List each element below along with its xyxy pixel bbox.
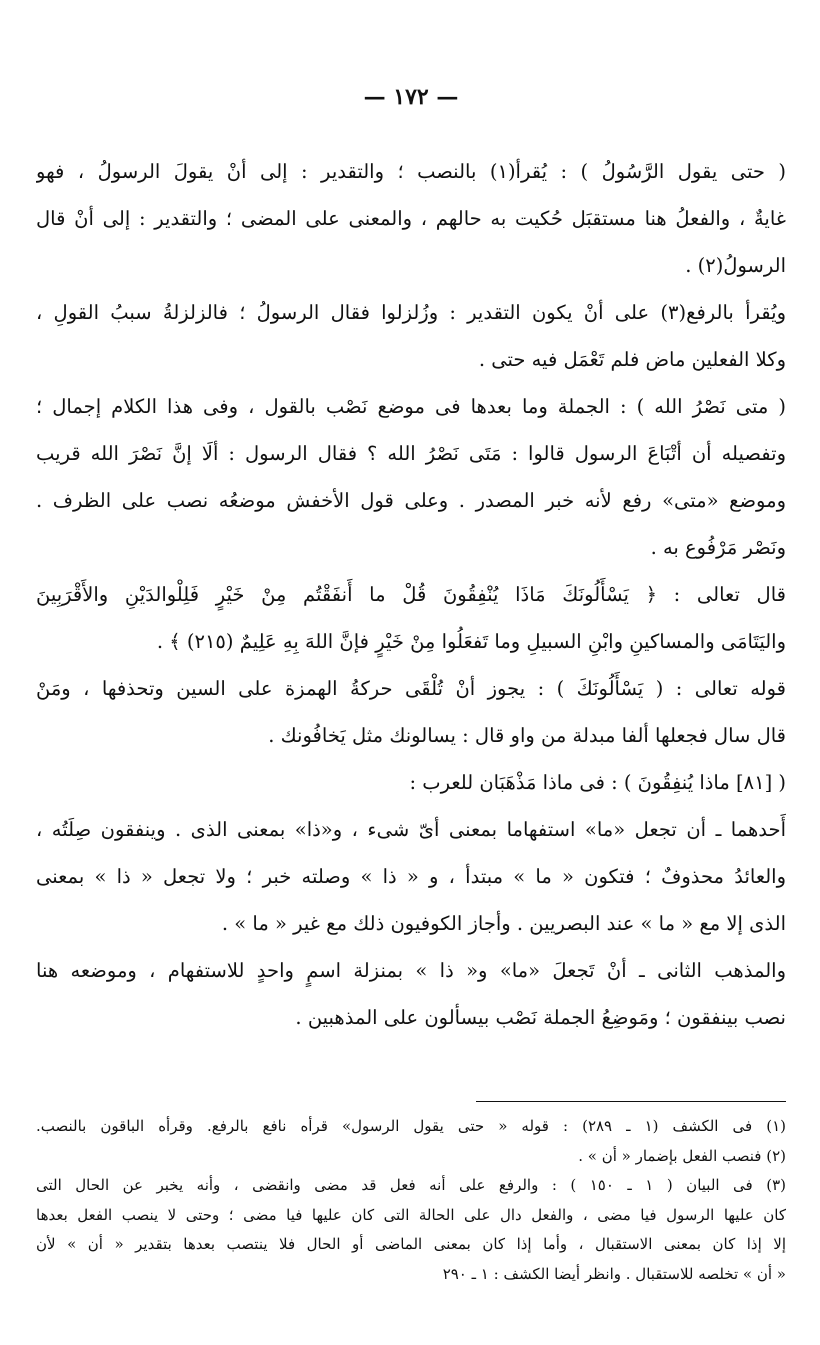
quran-verse-line: قال تعالى : ﴿ يَسْأَلُونَكَ مَاذَا يُنْفِقُونَ قُلْ ما أَنفَقْتُم مِنْ خَيْرٍ فَلِلْوالدَيْنِ والأَقْرَبِينَ	[36, 583, 786, 606]
text-line: الرسولُ(٢) .	[685, 254, 786, 277]
text-line: والعائدُ محذوفٌ ؛ فتكون « ما » مبتدأ ، و « ذا » وصلته خبر ؛ ولا تجعل « ذا » بمعنى	[36, 865, 786, 888]
quran-verse-line: واليَتَامَى والمساكينِ وابْنِ السبيلِ وما تَفعَلُوا مِنْ خَيْرٍ فإنَّ اللهَ بِهِ عَلِيمٌ (٢١٥) ﴾ .	[156, 630, 786, 653]
text-line: ( حتى يقول الرَّسُولُ ) : يُقرأ(١) بالنصب ؛ والتقدير : إلى أنْ يقولَ الرسولُ ، فهو	[36, 160, 786, 183]
main-text	[36, 148, 786, 1041]
text-line: ونَصْر مَرْفُوع به .	[650, 536, 786, 559]
text-line: ويُقرأ بالرفع(٣) على أنْ يكون التقدير : وزُلزلوا فقال الرسولُ ؛ فالزلزلةُ سببُ القولِ ،	[36, 301, 786, 324]
text-line: أَحدهما ـ أن تجعل «ما» استفهاما بمعنى أىّ شىء ، و«ذا» بمعنى الذى . وينفقون صِلَتُه ،	[36, 818, 786, 841]
footnote-line: (١) فى الكشف (١ ـ ٢٨٩) : قوله « حتى يقول الرسول» قرأه نافع بالرفع. وقرأه الباقون بالنصب.	[36, 1117, 786, 1135]
text-line: والمذهب الثانى ـ أنْ تَجعلَ «ما» و« ذا » بمنزلة اسمٍ واحدٍ للاستفهام ، وموضعه هنا	[36, 959, 786, 982]
text-line: نصب بينفقون ؛ ومَوضِعُ الجملة نَصْب بيسألون على المذهبين .	[295, 1006, 786, 1029]
text-line: وتفصيله أن أتْبَاعَ الرسول قالوا : مَتَى نَصْرُ الله ؟ فقال الرسول : ألَا إنَّ نَصْرَ الله قريب	[36, 442, 786, 465]
footnotes	[36, 1112, 786, 1289]
footnote-separator	[476, 1101, 786, 1102]
footnote-line: « أن » تخلصه للاستقبال . وانظر أيضا الكشف : ١ ـ ٢٩٠	[442, 1264, 786, 1283]
footnote-line: كان عليها الرسول فيا مضى ، والفعل دال على الحالة التى كان عليها فيا مضى ؛ وحتى لا ينصب الفعل بعدها	[36, 1205, 786, 1224]
footnote-line: (٣) فى البيان ( ١ ـ ١٥٠ ) : والرفع على أنه فعل قد مضى وانقضى ، وأنه يخبر عن الحال التى	[36, 1176, 786, 1194]
text-line: غايةٌ ، والفعلُ هنا مستقبَل حُكيت به حالهم ، والمعنى على المضى ؛ والتقدير : إلى أنْ قال	[36, 207, 786, 230]
footnote-line: إلا إذا كان بمعنى الاستقبال ، وأما إذا كان بمعنى الماضى أو الحال فلا ينتصب بعدها بتقدير « أن » لأن	[36, 1235, 786, 1253]
text-line: وكلا الفعلين ماض فلم تَعْمَل فيه حتى .	[478, 348, 786, 371]
text-line: ( متى نَصْرُ الله ) : الجملة وما بعدها فى موضع نَصْب بالقول ، وفى هذا الكلام إجمال ؛	[36, 395, 786, 418]
text-line: ( [٨١] ماذا يُنفِقُونَ ) : فى ماذا مَذْهَبَان للعرب :	[409, 771, 786, 794]
text-line: قوله تعالى : ( يَسْأَلُونَكَ ) : يجوز أنْ تُلْقَى حركةُ الهمزة على السين وتحذفها ، ومَنْ	[36, 677, 786, 700]
text-line: الذى إلا مع « ما » عند البصريين . وأجاز الكوفيون ذلك مع غير « ما » .	[221, 912, 786, 935]
page-number: — ١٧٢ —	[363, 84, 459, 110]
book-page	[36, 0, 786, 1345]
text-line: قال سال فجعلها ألفا مبدلة من واو قال : يسالونك مثل يَخافُونك .	[268, 724, 786, 747]
footnote-line: (٢) فنصب الفعل بإضمار « أن » .	[578, 1146, 786, 1165]
text-line: وموضع «متى» رفع لأنه خبر المصدر . وعلى قول الأخفش موضعُه نصب على الظرف .	[36, 489, 786, 512]
